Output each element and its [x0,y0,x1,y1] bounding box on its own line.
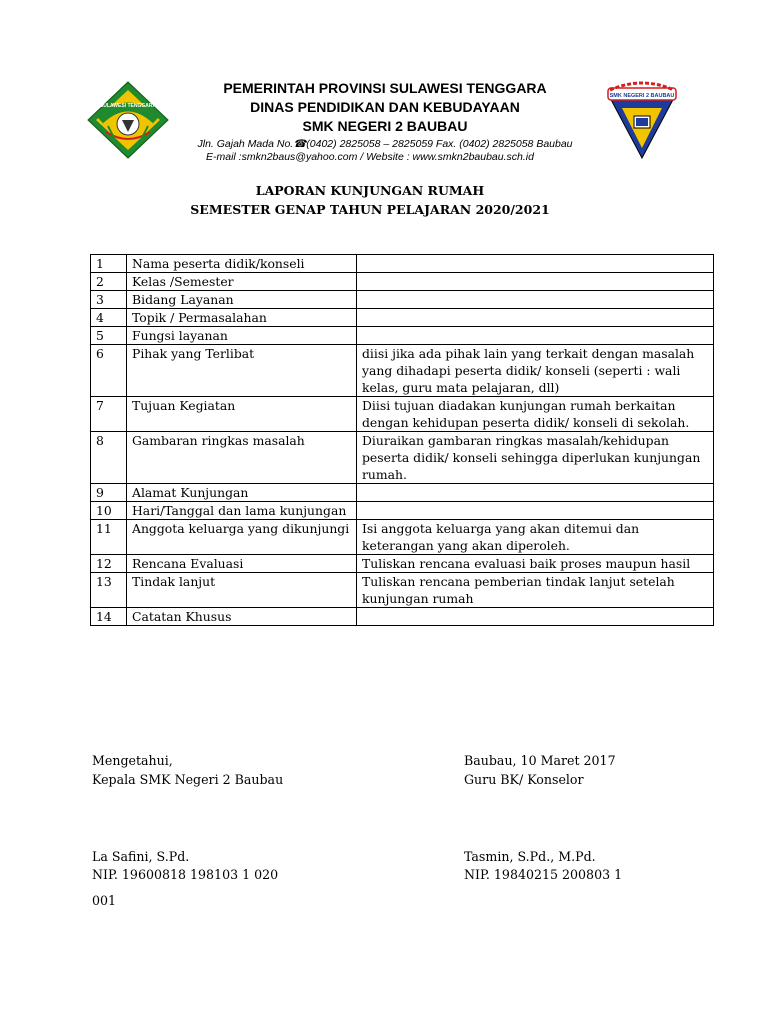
sign-right-position: Guru BK/ Konselor [464,772,584,787]
header-department: DINAS PENDIDIKAN DAN KEBUDAYAAN [250,99,520,115]
row-number: 7 [91,397,127,432]
sign-right-nip-continuation: 001 [92,893,117,908]
row-value: Isi anggota keluarga yang akan ditemui dan keterangan yang akan diperoleh. [357,520,714,555]
row-value [357,502,714,520]
table-row [91,327,714,345]
row-value: Diisi tujuan diadakan kunjungan rumah berkaitan dengan kehidupan peserta didik/ konseli di sekolah. [357,397,714,432]
row-label: Tujuan Kegiatan [127,397,357,432]
row-value [357,327,714,345]
address-prefix: Jln. Gajah Mada No. [197,138,294,150]
row-label: Bidang Layanan [127,291,357,309]
row-value [357,291,714,309]
table-row [91,608,714,626]
sign-left-acknowledged: Mengetahui, [92,753,173,768]
row-number: 6 [91,345,127,397]
row-number: 9 [91,484,127,502]
row-number: 3 [91,291,127,309]
table-row [91,573,714,608]
row-value [357,273,714,291]
sign-right-name: Tasmin, S.Pd., M.Pd. [464,849,596,864]
row-value [357,309,714,327]
row-number: 1 [91,255,127,273]
row-label: Topik / Permasalahan [127,309,357,327]
row-number: 12 [91,555,127,573]
row-label: Catatan Khusus [127,608,357,626]
table-row [91,502,714,520]
sign-left-nip: NIP. 19600818 198103 1 020 [92,867,279,882]
row-value [357,484,714,502]
row-value [357,608,714,626]
document-title: LAPORAN KUNJUNGAN RUMAH [255,183,485,198]
table-row [91,555,714,573]
visit-report-table [90,254,714,626]
table-row [91,484,714,502]
row-label: Tindak lanjut [127,573,357,608]
sign-left-name: La Safini, S.Pd. [92,849,190,864]
row-value [357,255,714,273]
header-school-name: SMK NEGERI 2 BAUBAU [302,118,468,134]
row-label: Pihak yang Terlibat [127,345,357,397]
table-row [91,291,714,309]
row-number: 10 [91,502,127,520]
row-value: Tuliskan rencana evaluasi baik proses maupun hasil [357,555,714,573]
table-row [91,397,714,432]
row-number: 14 [91,608,127,626]
row-label: Fungsi layanan [127,327,357,345]
row-number: 4 [91,309,127,327]
svg-text:SULAWESI TENGGARA: SULAWESI TENGGARA [99,103,157,109]
table-row [91,345,714,397]
row-number: 8 [91,432,127,484]
row-label: Rencana Evaluasi [127,555,357,573]
header-government: PEMERINTAH PROVINSI SULAWESI TENGGARA [223,80,547,96]
header-contact: E-mail :smkn2baus@yahoo.com / Website : www.smkn2baubau.sch.id [206,151,534,163]
address-rest: (0402) 2825058 – 2825059 Fax. (0402) 2825058 Baubau [306,138,573,150]
row-label: Alamat Kunjungan [127,484,357,502]
sign-left-position: Kepala SMK Negeri 2 Baubau [92,772,284,787]
svg-text:SMK NEGERI 2 BAUBAU: SMK NEGERI 2 BAUBAU [609,93,675,99]
row-number: 5 [91,327,127,345]
row-label: Hari/Tanggal dan lama kunjungan [127,502,357,520]
table-row [91,309,714,327]
sign-right-nip: NIP. 19840215 200803 1 [464,867,623,882]
table-row [91,432,714,484]
sign-right-date: Baubau, 10 Maret 2017 [464,753,616,768]
document-subtitle: SEMESTER GENAP TAHUN PELAJARAN 2020/2021 [190,202,550,217]
table-row [91,520,714,555]
table-row [91,255,714,273]
row-value: Tuliskan rencana pemberian tindak lanjut setelah kunjungan rumah [357,573,714,608]
row-label: Anggota keluarga yang dikunjungi [127,520,357,555]
header-address [150,138,620,150]
row-value: diisi jika ada pihak lain yang terkait dengan masalah yang dihadapi peserta didik/ konseli (seperti : wali kelas, guru mata pelajaran, dll) [357,345,714,397]
row-value: Diuraikan gambaran ringkas masalah/kehidupan peserta didik/ konseli sehingga diperlukan kunjungan rumah. [357,432,714,484]
row-number: 11 [91,520,127,555]
row-number: 13 [91,573,127,608]
row-label: Nama peserta didik/konseli [127,255,357,273]
row-label: Kelas /Semester [127,273,357,291]
row-number: 2 [91,273,127,291]
row-label: Gambaran ringkas masalah [127,432,357,484]
phone-icon: ☎ [293,138,307,150]
table-row [91,273,714,291]
